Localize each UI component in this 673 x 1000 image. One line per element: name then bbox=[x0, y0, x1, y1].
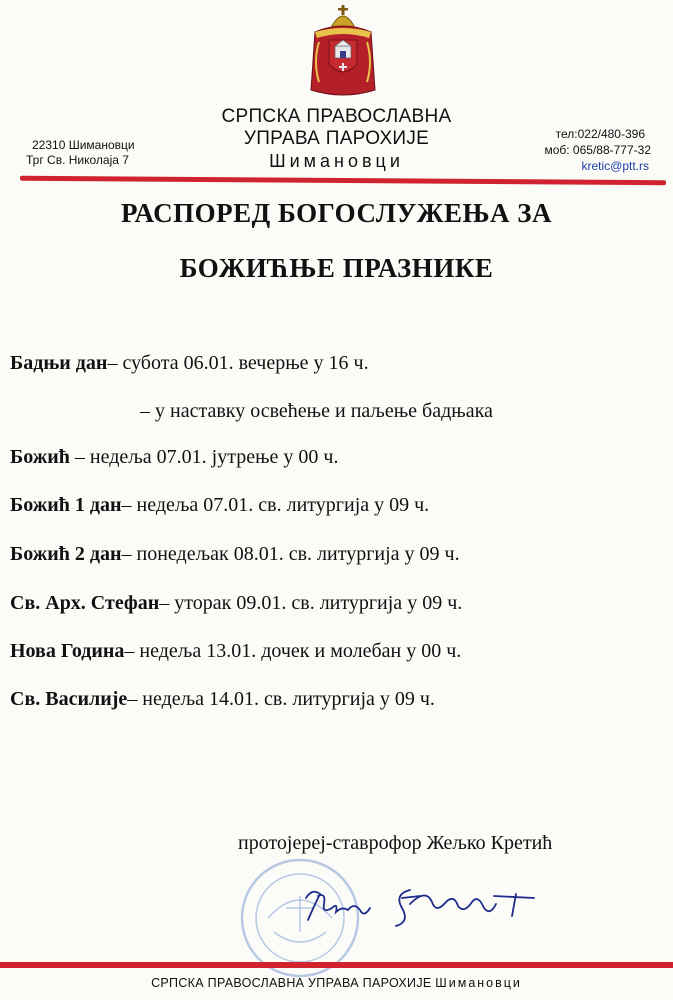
mobile-number: моб: 065/88-777-32 bbox=[544, 143, 651, 157]
signature-icon bbox=[298, 868, 548, 948]
schedule-row bbox=[10, 592, 462, 615]
schedule-text: – недеља 14.01. св. литургија у 09 ч. bbox=[127, 688, 435, 710]
schedule-row bbox=[10, 352, 369, 375]
schedule-text: – недеља 07.01. св. литургија у 09 ч. bbox=[121, 494, 430, 516]
schedule-day: Нова Година bbox=[10, 640, 125, 662]
schedule-row bbox=[140, 400, 493, 423]
schedule-day: Бадњи дан bbox=[10, 352, 108, 374]
org-place: Шимановци bbox=[269, 151, 404, 171]
schedule-day: Божић 1 дан bbox=[10, 494, 122, 516]
footer-text bbox=[0, 976, 673, 990]
document-title-line2: БОЖИЋЊЕ ПРАЗНИКЕ bbox=[179, 253, 494, 283]
schedule-row bbox=[10, 494, 429, 517]
org-name-line2: УПРАВА ПАРОХИЈЕ bbox=[243, 128, 430, 149]
schedule-row bbox=[10, 688, 435, 711]
address-street: Трг Св. Николаја 7 bbox=[26, 153, 129, 167]
schedule-day: Св. Василије bbox=[10, 688, 128, 710]
church-crest-icon bbox=[305, 2, 381, 102]
schedule-day: Св. Арх. Стефан bbox=[10, 592, 160, 614]
org-name-line1: СРПСКА ПРАВОСЛАВНА bbox=[221, 106, 452, 127]
footer-place: Шимановци bbox=[435, 976, 522, 990]
schedule-day: Божић 2 дан bbox=[10, 543, 122, 565]
header-divider bbox=[20, 176, 666, 186]
schedule-text: – понедељак 08.01. св. литургија у 09 ч. bbox=[121, 543, 460, 565]
email-address: kretic@ptt.rs bbox=[581, 159, 649, 173]
schedule-day: Божић bbox=[10, 446, 75, 468]
phone-number: тел:022/480-396 bbox=[555, 127, 645, 141]
schedule-text: – недеља 07.01. јутрење у 00 ч. bbox=[74, 446, 339, 468]
schedule-row bbox=[10, 446, 338, 469]
signatory-name: протојереј-ставрофор Жељко Кретић bbox=[238, 832, 553, 854]
footer-divider bbox=[0, 962, 673, 968]
footer-org: СРПСКА ПРАВОСЛАВНА УПРАВА ПАРОХИЈЕ bbox=[151, 976, 436, 990]
document-title-line1: РАСПОРЕД БОГОСЛУЖЕЊА ЗА bbox=[120, 198, 553, 228]
schedule-text: – субота 06.01. вечерње у 16 ч. bbox=[107, 352, 369, 374]
address-postal: 22310 Шимановци bbox=[32, 138, 135, 152]
schedule-row bbox=[10, 543, 460, 566]
schedule-text: – недеља 13.01. дочек и молебан у 00 ч. bbox=[124, 640, 462, 662]
schedule-text: – уторак 09.01. св. литургија у 09 ч. bbox=[159, 592, 463, 614]
schedule-row bbox=[10, 640, 461, 663]
schedule-text: – у наставку освећење и паљење бадњака bbox=[140, 400, 493, 422]
